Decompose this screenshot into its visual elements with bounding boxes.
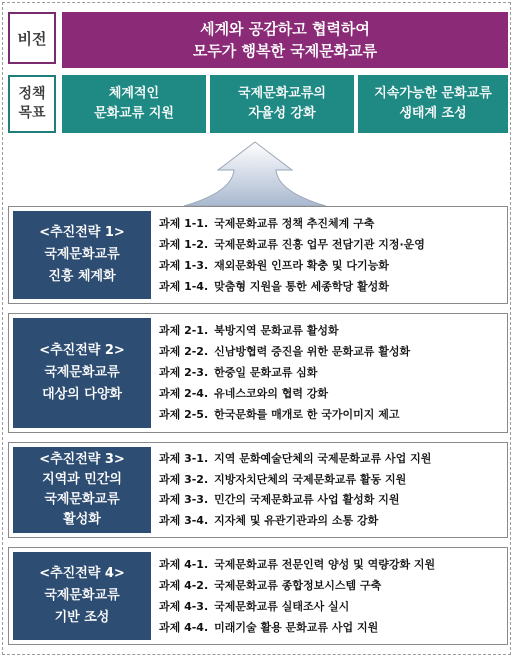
task-no: 과제 3-3.	[159, 493, 209, 507]
strategy-1-title-line-1: <추진전략 1>	[39, 225, 125, 240]
goal-1-line-2: 문화교류 지원	[94, 106, 174, 121]
strategy-2-title-line-2: 국제문화교류	[44, 365, 120, 380]
task-1-2	[159, 238, 501, 252]
policy-label-line-1: 정책	[18, 86, 46, 102]
strategy-4-tasks	[159, 554, 501, 638]
task-1-4	[159, 280, 501, 294]
task-text: 미래기술 활용 문화교류 사업 지원	[214, 620, 379, 634]
strategy-4-title-line-1: <추진전략 4>	[39, 566, 125, 581]
task-no: 과제 4-2.	[159, 578, 209, 592]
task-3-1	[159, 452, 501, 466]
task-2-4	[159, 387, 501, 401]
goal-1-line-1: 체계적인	[108, 86, 160, 101]
vision-statement	[62, 12, 508, 68]
task-no: 과제 4-4.	[159, 620, 209, 634]
task-3-4	[159, 514, 501, 528]
task-no: 과제 1-1.	[159, 216, 209, 230]
vision-line-1: 세계와 공감하고 협력하여	[200, 20, 370, 38]
strategy-3-title	[13, 447, 151, 533]
task-no: 과제 1-4.	[159, 279, 209, 293]
task-no: 과제 1-3.	[159, 258, 209, 272]
policy-goal-1	[62, 75, 206, 133]
task-text: 유네스코와의 협력 강화	[214, 387, 329, 401]
task-2-5	[159, 408, 501, 422]
policy-goal-2	[210, 75, 354, 133]
strategy-3-title-line-1: <추진전략 3>	[39, 452, 125, 467]
strategy-3-title-line-3: 국제문화교류	[44, 492, 120, 507]
up-arrow-icon	[180, 140, 330, 210]
strategy-1	[8, 206, 508, 304]
task-text: 신남방협력 증진을 위한 문화교류 활성화	[214, 344, 411, 358]
strategy-1-title-line-2: 국제문화교류	[44, 247, 120, 262]
task-no: 과제 3-1.	[159, 452, 209, 466]
task-no: 과제 2-1.	[159, 323, 209, 337]
policy-label-line-2: 목표	[18, 105, 46, 121]
task-4-4	[159, 621, 501, 635]
task-text: 지방자치단체의 국제문화교류 활동 지원	[214, 472, 407, 486]
task-no: 과제 2-4.	[159, 387, 209, 401]
strategy-2-title-line-1: <추진전략 2>	[39, 343, 125, 358]
task-2-3	[159, 366, 501, 380]
task-2-2	[159, 345, 501, 359]
strategy-4-title-line-2: 국제문화교류	[44, 588, 120, 603]
task-text: 지자체 및 유관기관과의 소통 강화	[214, 513, 379, 527]
strategy-3-title-line-2: 지역과 민간의	[42, 472, 122, 487]
policy-goal-label	[8, 75, 56, 133]
vision-label	[8, 12, 56, 64]
task-no: 과제 3-2.	[159, 472, 209, 486]
task-2-1	[159, 324, 501, 338]
strategy-4-title-line-3: 기반 조성	[54, 610, 110, 625]
task-text: 국제문화교류 실태조사 실시	[214, 599, 350, 613]
strategy-2-title-line-3: 대상의 다양화	[42, 387, 122, 402]
strategy-2-title	[13, 318, 151, 428]
goal-2-line-1: 국제문화교류의	[238, 86, 326, 101]
task-4-3	[159, 600, 501, 614]
goal-2-line-2: 자율성 강화	[248, 106, 316, 121]
task-text: 국제문화교류 종합정보시스템 구축	[214, 578, 382, 592]
task-text: 맞춤형 지원을 통한 세종학당 활성화	[214, 279, 389, 293]
policy-goal-3	[358, 75, 508, 133]
strategy-1-title-line-3: 진흥 체계화	[48, 269, 116, 284]
task-no: 과제 2-2.	[159, 344, 209, 358]
task-no: 과제 2-5.	[159, 408, 209, 422]
task-text: 국제문화교류 정책 추진체계 구축	[214, 216, 375, 230]
strategy-4	[8, 547, 508, 645]
task-text: 재외문화원 인프라 확충 및 다기능화	[214, 258, 389, 272]
strategy-3-tasks	[159, 449, 501, 531]
strategy-3-title-line-4: 활성화	[63, 512, 101, 527]
task-no: 과제 4-3.	[159, 599, 209, 613]
task-text: 한국문화를 매개로 한 국가이미지 제고	[214, 408, 400, 422]
task-4-2	[159, 579, 501, 593]
strategy-3	[8, 442, 508, 538]
task-no: 과제 2-3.	[159, 365, 209, 379]
strategy-1-tasks	[159, 213, 501, 297]
task-3-2	[159, 473, 501, 487]
strategy-2-tasks	[159, 320, 501, 426]
goal-3-line-2: 생태계 조성	[399, 106, 467, 121]
vision-line-2: 모두가 행복한 국제문화교류	[192, 42, 378, 60]
strategy-1-title	[13, 211, 151, 299]
task-no: 과제 4-1.	[159, 557, 209, 571]
strategy-2	[8, 313, 508, 433]
task-text: 국제문화교류 진흥 업무 전담기관 지정·운영	[214, 237, 425, 251]
task-text: 지역 문화예술단체의 국제문화교류 사업 지원	[214, 452, 432, 466]
task-4-1	[159, 558, 501, 572]
task-1-3	[159, 259, 501, 273]
vision-label-text: 비전	[17, 29, 47, 48]
task-text: 한중일 문화교류 심화	[214, 365, 318, 379]
goal-3-line-1: 지속가능한 문화교류	[374, 86, 492, 101]
task-3-3	[159, 493, 501, 507]
task-text: 국제문화교류 전문인력 양성 및 역량강화 지원	[214, 557, 436, 571]
task-text: 민간의 국제문화교류 사업 활성화 지원	[214, 493, 400, 507]
task-text: 북방지역 문화교류 활성화	[214, 323, 339, 337]
strategy-4-title	[13, 552, 151, 640]
task-1-1	[159, 217, 501, 231]
task-no: 과제 3-4.	[159, 513, 209, 527]
task-no: 과제 1-2.	[159, 237, 209, 251]
